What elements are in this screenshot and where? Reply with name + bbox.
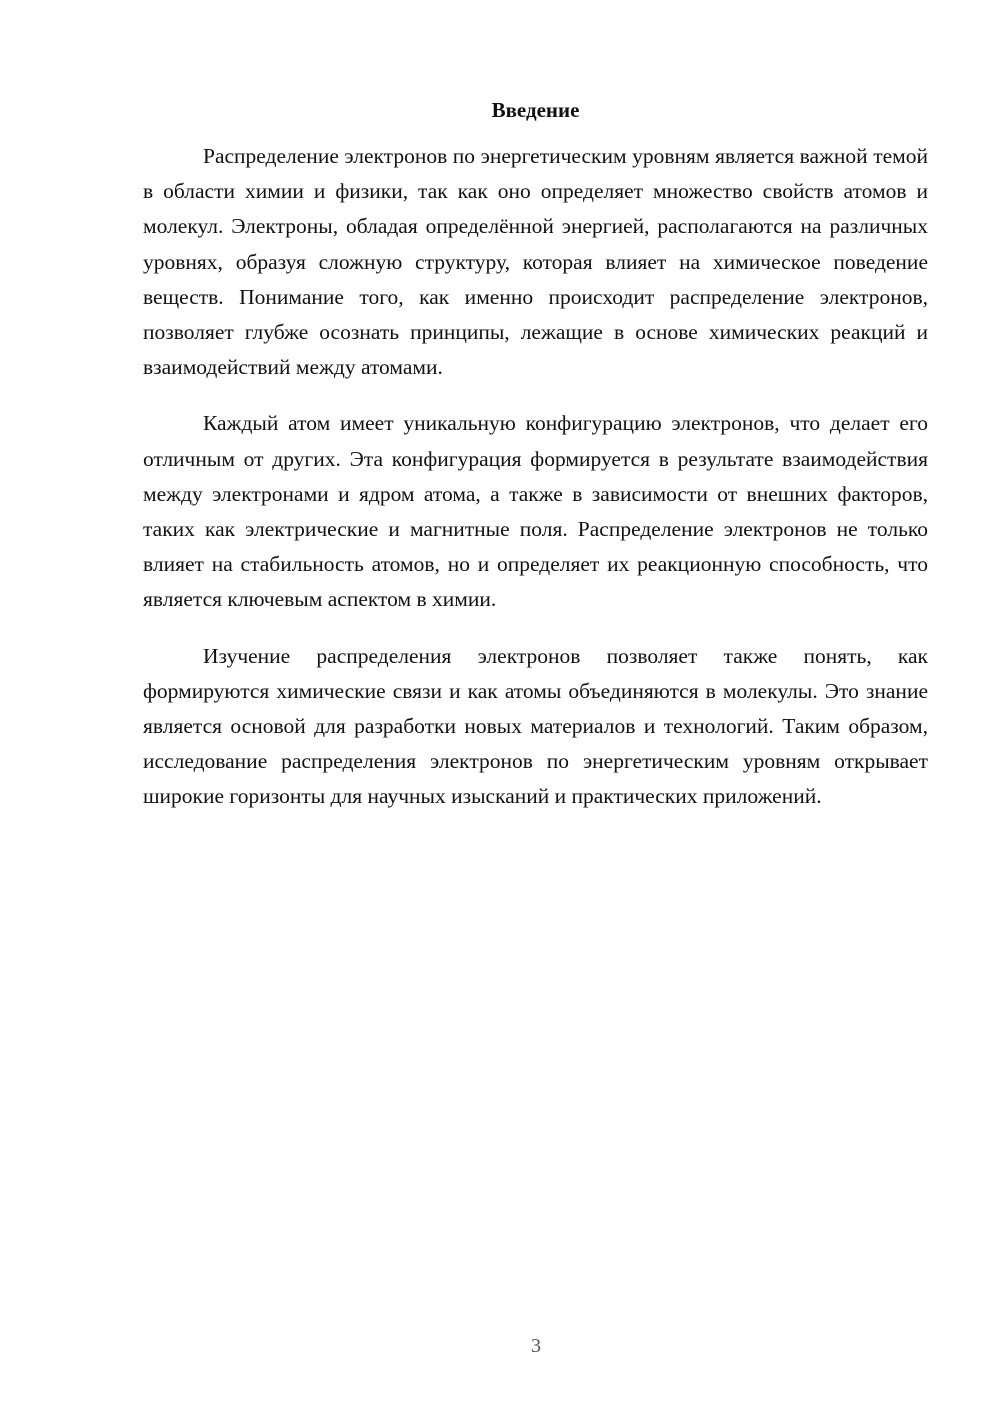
page-number: 3	[531, 1335, 541, 1357]
paragraph-1: Распределение электронов по энергетическим уровням является важной темой в области химии и физики, так как оно определяет множество свойств атомов и молекул. Электроны, обладая определённой энергией, располагаются на различных уровнях, образуя сложную структуру, которая влияет на химическое поведение веществ. Понимание того, как именно происходит распределение электронов, позволяет глубже осознать принципы, лежащие в основе химических реакций и взаимодействий между атомами.	[143, 144, 928, 380]
paragraph-2: Каждый атом имеет уникальную конфигурацию электронов, что делает его отличным от других. Эта конфигурация формируется в результате взаимодействия между электронами и ядром атома, а также в зависимости от внешних факторов, таких как электрические и магнитные поля. Распределение электронов не только влияет на стабильность атомов, но и определяет их реакционную способность, что является ключевым аспектом в химии.	[143, 411, 928, 612]
page-content	[143, 95, 928, 836]
section-heading: Введение	[491, 98, 580, 122]
paragraph-3: Изучение распределения электронов позволяет также понять, как формируются химические связи и как атомы объединяются в молекулы. Это знание является основой для разработки новых материалов и технологий. Таким образом, исследование распределения электронов по энергетическим уровням открывает широкие горизонты для научных изысканий и практических приложений.	[143, 643, 928, 809]
